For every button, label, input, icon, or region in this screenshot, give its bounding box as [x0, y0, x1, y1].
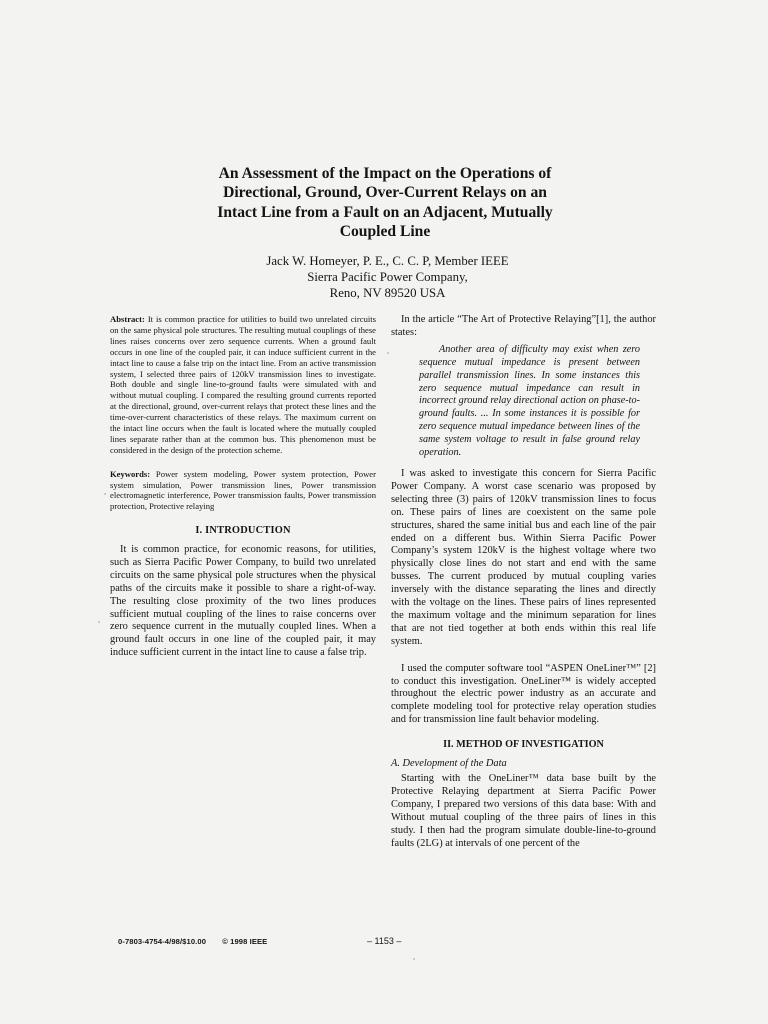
quote-text: Another area of difficulty may exist when zero sequence mutual impedance is present between parallel transmission lines. In some instances this zero sequence mutual impedance can result in incorrect ground relay directional action on phase-to-ground faults. ... In some instances it is possible for zero sequence mutual impedance between lines of the same system voltage to result in false ground relay operation.: [419, 343, 640, 459]
footer-publication-info: [118, 937, 281, 946]
paper-title: [150, 164, 620, 242]
data-development-paragraph: Starting with the OneLiner™ data base built by the Protective Relaying department at Sierra Pacific Power Company, I prepared two versions of this data base: With and Without mutual coupling of the three pairs of lines in this study. I then had the program simulate double-line-to-ground faults (2LG) at intervals of one percent of the: [391, 773, 656, 849]
title-line-1: An Assessment of the Impact on the Operations of: [218, 165, 552, 182]
title-line-2: Directional, Ground, Over-Current Relays on an: [223, 184, 547, 202]
author-affiliation: Sierra Pacific Power Company,: [307, 270, 468, 284]
left-column: [110, 314, 376, 660]
keywords: [110, 469, 376, 512]
scan-speck: [98, 621, 100, 623]
scan-speck: [104, 493, 106, 495]
keywords-label: Keywords:: [110, 468, 151, 479]
section-heading-introduction: I. INTRODUCTION: [195, 524, 291, 536]
title-line-3: Intact Line from a Fault on an Adjacent, Mutually: [217, 203, 553, 221]
introduction-paragraph: It is common practice, for economic reasons, for utilities, such as Sierra Pacific Power Company, to build two unrelated circuits on the same physical pole structures when the physical paths of the circuits make it possible to share a right-of-way. The resulting close proximity of the two lines produces sufficient mutual coupling of the lines to raise concerns over zero sequence current in the mutually coupled lines. When a ground fault occurs in one line of the coupled pair, it may induce sufficient current in the intact line to cause a false trip.: [110, 543, 376, 659]
abstract-text: It is common practice for utilities to build two unrelated circuits on the same physical pole structures. The resulting mutual couplings of these lines raises concerns over zero sequence currents. When a ground fault occurs in one line of the coupled pair, it can induce sufficient current in the intact line to cause a false trip on the intact line. From an active transmission system, I selected three pairs of 120kV transmission lines to investigate. Both double and single line-to-ground faults were simulated with and without mutual coupling. I compared the resulting ground currents reported at the directional, ground, over-current relays that protect these lines and the time-over-current characteristics of these relays. The maximum current on the intact line occurs when the fault is located where the mutually coupled lines separate rather than at the common bus. This phenomenon must be considered in the design of the protection scheme.: [110, 314, 376, 455]
page-number: – 1153 –: [367, 936, 402, 946]
investigation-paragraph: I was asked to investigate this concern for Sierra Pacific Power Company. A worst case scenario was proposed by selecting three (3) pairs of 120kV transmission lines to focus on. These pairs of lines are coexistent on the same pole structures, shared the same initial bus and each line of the pair ended on a different bus. Within Sierra Pacific Power Company’s system 120kV is the highest voltage where two physically close lines do not start and end with the same busses. The current produced by mutual coupling varies inversely with the distance separating the lines and directly with the voltage on the lines. These pairs of lines represented the maximum voltage and the minimum separation for lines that are not tied together at both ends within this real life system.: [391, 467, 656, 647]
subsection-heading-data: A. Development of the Data: [391, 758, 507, 770]
abstract-label: Abstract:: [110, 314, 145, 324]
keywords-text: Power system modeling, Power system protection, Power system simulation, Power transmission lines, Power transmission electromagnetic interference, Power transmission faults, Power transmission protection, Protective relaying: [110, 468, 376, 512]
author-block: [150, 253, 625, 301]
section-heading-method: II. METHOD OF INVESTIGATION: [443, 739, 604, 751]
abstract: [110, 314, 376, 456]
footer-code: 0-7803-4754-4/98/$10.00: [118, 937, 207, 946]
intro-citation-paragraph: In the article “The Art of Protective Relaying”[1], the author states:: [391, 314, 656, 338]
author-location: Reno, NV 89520 USA: [329, 286, 446, 300]
scan-speck: [387, 352, 389, 354]
software-paragraph: I used the computer software tool “ASPEN OneLiner™” [2] to conduct this investigation. OneLiner™ is widely accepted throughout the electric power industry as an accurate and complete modeling tool for protective relay operation studies and for transmission line fault behavior modeling.: [391, 662, 656, 726]
right-column: [391, 314, 656, 851]
title-line-4: Coupled Line: [339, 223, 431, 241]
footer-copyright: © 1998 IEEE: [222, 937, 268, 946]
author-name: Jack W. Homeyer, P. E., C. C. P, Member IEEE: [266, 254, 509, 268]
scan-speck: [413, 958, 415, 960]
block-quote: [419, 344, 640, 460]
